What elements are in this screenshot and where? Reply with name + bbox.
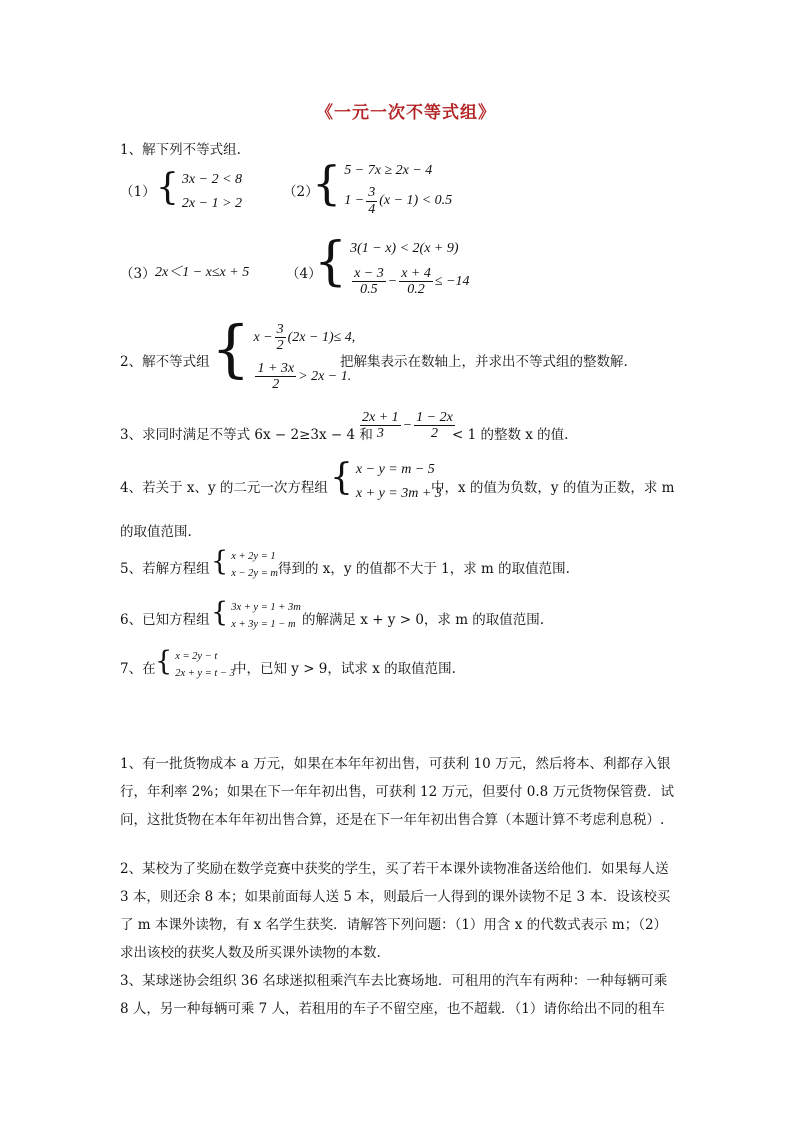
q4-line1: x − y = m − 5 — [355, 462, 435, 477]
fraction-denominator: 2 — [430, 426, 438, 442]
minus-sign: − — [387, 273, 398, 289]
q3-expression — [358, 410, 457, 442]
q4-system — [330, 458, 442, 506]
brace: { — [211, 546, 229, 577]
brace: { — [211, 597, 229, 628]
fraction — [255, 361, 296, 393]
q5-tail: 得到的 x，y 的值都不大于 1，求 m 的取值范围. — [278, 561, 570, 577]
q1-part2-line1: 5 − 7x ≥ 2x − 4 — [344, 163, 433, 179]
q5-line1: x + 2y = 1 — [231, 551, 276, 562]
fraction — [414, 410, 455, 442]
q1-part2-line2 — [344, 185, 452, 217]
fraction — [352, 266, 386, 298]
brace: { — [211, 312, 251, 385]
brace: { — [155, 646, 173, 677]
fraction-denominator: 0.2 — [407, 282, 425, 298]
q2-lead: 2、解不等式组 — [120, 354, 210, 370]
word-problem-3: 3、某球迷协会组织 36 名球迷拟租乘汽车去比赛场地．可租用的汽车有两种：一种每辆可乘 8 人，另一种每辆可乘 7 人，若租用的车子不留空座，也不超载．（1）请你给出不同的租车 — [120, 973, 668, 1017]
brace: { — [330, 457, 353, 498]
q3-lead: 3、求同时满足不等式 6x − 2≥3x − 4 和 — [120, 427, 373, 443]
brace: { — [156, 167, 179, 208]
fraction-numerator: 3 — [368, 185, 376, 201]
fraction — [360, 410, 401, 442]
q7-system — [155, 648, 235, 682]
q1-stem: 1、解下列不等式组. — [120, 142, 241, 158]
q1-part2-system — [312, 156, 453, 220]
fraction-numerator: 2x + 1 — [362, 410, 399, 425]
q1-part3-label: （3） — [120, 266, 156, 282]
q1-part4-system — [314, 232, 470, 302]
q1-part4-tail: ≤ −14 — [434, 273, 470, 289]
q1-part3-expr: 2x＜1 − x≤x + 5 — [155, 265, 250, 280]
fraction-denominator: 2 — [272, 377, 280, 392]
fraction-numerator: 1 − 2x — [416, 410, 453, 425]
q4-lead: 4、若关于 x、y 的二元一次方程组 — [120, 480, 328, 496]
word-problem-2: 2、某校为了奖励在数学竞赛中获奖的学生，买了若干本课外读物准备送给他们．如果每人送 3 本，则还余 8 本；如果前面每人送 5 本，则最后一人得到的课外读物不足 3 本．设该校买了 m 本课外读物，有 x 名学生获奖．请解答下列问题：（1）用含 x 的代数式表示 m；（2）求出该校的获奖人数及所买课外读物的本数. — [120, 861, 671, 961]
fraction — [366, 185, 377, 217]
q6-line1: 3x + y = 1 + 3m — [231, 602, 301, 613]
q4-tail: 中，x 的值为负数，y 的值为正数，求 m — [431, 480, 675, 496]
page-title: 《一元一次不等式组》 — [316, 103, 496, 123]
q6-lead: 6、已知方程组 — [120, 612, 210, 628]
fraction — [399, 266, 433, 298]
q2-line1 — [253, 322, 355, 354]
q2-line1-b: (2x − 1)≤ 4, — [287, 329, 356, 345]
fraction-denominator: 4 — [368, 201, 376, 217]
q1-part4-line2 — [350, 266, 469, 298]
q5-line2: x − 2y = m — [231, 568, 279, 579]
q4-line2: x + y = 3m + 3 — [355, 486, 442, 501]
fraction-denominator: 2 — [276, 338, 284, 353]
q1-part2-line2-b: (x − 1) < 0.5 — [379, 193, 453, 209]
fraction-numerator: x − 3 — [354, 265, 384, 281]
fraction-denominator: 3 — [376, 426, 384, 442]
fraction — [275, 322, 286, 354]
fraction-numerator: x + 4 — [401, 265, 431, 281]
word-problem-1: 1、有一批货物成本 a 万元，如果在本年年初出售，可获利 10 万元，然后将本、利都存入银行，年利率 2%；如果在下一年年初出售，可获利 12 万元，但要付 0.8 万元货物保管费．试问，这批货物在本年年初出售合算，还是在下一年年初出售合算（本题计算不考虑利息税）. — [120, 756, 675, 828]
q1-part4-label: （4） — [286, 266, 322, 282]
fraction-numerator: 3 — [276, 321, 284, 337]
q2-line2-b: > 2x − 1. — [298, 368, 352, 384]
q3-tail: < 1 的整数 x 的值. — [452, 427, 569, 443]
fraction-numerator: 1 + 3x — [257, 360, 295, 376]
q1-part1-label: （1） — [120, 184, 156, 200]
q5-lead: 5、若解方程组 — [120, 561, 210, 577]
q2-line1-a: x − — [253, 329, 273, 345]
q1-part2-label: （2） — [283, 184, 319, 200]
q7-tail: 中，已知 y > 9，试求 x 的取值范围. — [233, 661, 456, 677]
fraction-denominator: 0.5 — [360, 282, 378, 298]
q7-line1: x = 2y − t — [175, 651, 218, 662]
q4-line2-text: 的取值范围. — [120, 524, 192, 540]
q7-line2: 2x + y = t − 3 — [175, 668, 235, 679]
q6-line2: x + 3y = 1 − m — [231, 619, 296, 630]
q6-tail: 的解满足 x + y > 0，求 m 的取值范围. — [302, 612, 545, 628]
q1-part1-system — [156, 168, 242, 216]
q6-system — [211, 599, 301, 633]
q1-part1-line1: 3x − 2 < 8 — [181, 172, 243, 187]
q1-part1-line2: 2x − 1 > 2 — [181, 196, 243, 211]
q2-tail: 把解集表示在数轴上，并求出不等式组的整数解. — [340, 354, 628, 370]
brace: { — [314, 232, 348, 292]
q1-part4-line1: 3(1 − x) < 2(x + 9) — [350, 240, 459, 256]
brace: { — [312, 156, 342, 210]
q1-part2-line2-a: 1 − — [344, 193, 365, 209]
q7-lead: 7、在 — [120, 661, 156, 677]
minus-sign: − — [402, 417, 413, 433]
q2-system — [211, 312, 356, 396]
q5-system — [211, 548, 278, 582]
